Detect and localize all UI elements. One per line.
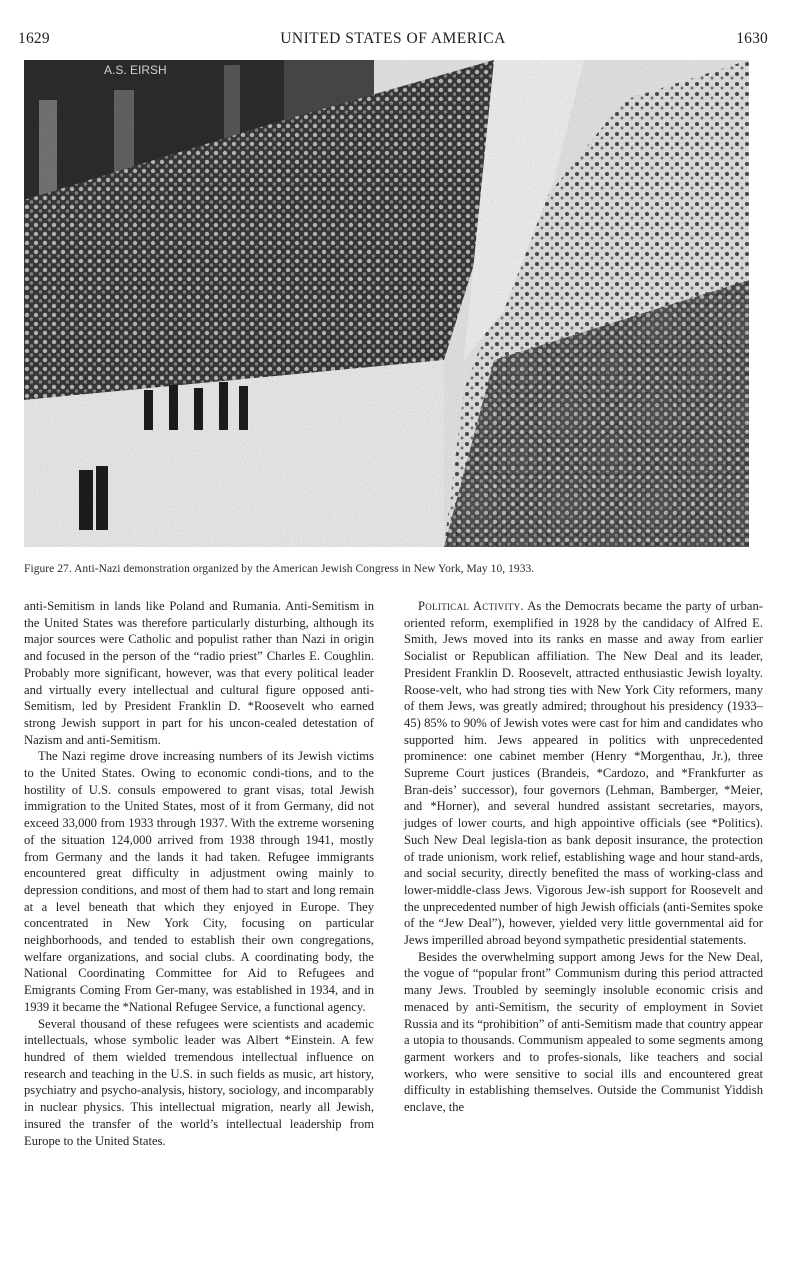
paragraph: Besides the overwhelming support among Jews for the New Deal, the vogue of “popular front” Communism during this period attracted many Jews. Troubled by seemingly insoluble economic crisis and menaced by anti-Semitism, the security of employment in Soviet Russia and its “prohibition” of anti-Semitism made that country appear a utopia to thousands. Communism appealed to some segments among garment workers and to profes-sionals, like teachers and social workers, who were sensitive to social ills and encountered great difficulty in establishing themselves. Outside the Communist Yiddish enclave, the — [404, 949, 763, 1115]
paragraph — [404, 598, 763, 949]
page-title: UNITED STATES OF AMERICA — [280, 30, 506, 47]
figure-caption: Figure 27. Anti-Nazi demonstration organized by the American Jewish Congress in New York, May 10, 1933. — [24, 563, 535, 575]
page-number-right: 1630 — [736, 30, 768, 47]
storefront-sign: A.S. EIRSH — [104, 63, 167, 77]
running-head — [18, 30, 768, 52]
paragraph-text: As the Democrats became the party of urban-oriented reform, exemplified in 1928 by the candidacy of Alfred E. Smith, Jews moved into its ranks en masse and away from earlier Socialist or Republican affiliation. The New Deal and its leader, President Franklin D. Roosevelt, attracted enthusiastic Jewish loyalty. Roose-velt, who had strong ties with New York City reformers, many of them Jews, was greatly admired; throughout his presidency (1933–45) 85% to 90% of Jewish votes were cast for him and candidates who supported him. Jews appeared in politics with unprecedented prominence: one cabinet member (Henry *Morgenthau, Jr.), three Supreme Court justices (Brandeis, *Cardozo, and *Frankfurter as Bran-deis’ successor), four governors (Lehman, Bamberger, *Meier, and *Horner), and several hundred assistant secretaries, mayors, judges of lower courts, and high appointive officials (see *Politics). Such New Deal legisla-tion as bank deposit insurance, the protection of trade unionism, work relief, establishing wage and hour stand-ards, and social security, directly benefited the mass of working-class and lower-middle-class Jews. Vigorous Jew-ish support for Roosevelt and the unprecedented number of high Jewish officials (anti-Semites spoke of the “Jew Deal”), however, yielded very little governmental aid for Jews imperilled abroad beyond sympathetic presidential statements. — [404, 599, 763, 948]
paragraph: anti-Semitism in lands like Poland and Rumania. Anti-Semitism in the United States was therefore particularly disturbing, although its major sources were Catholic and populist rather than Nazi in origin and focused in the person of the “radio priest” Charles E. Coughlin. Probably more significant, however, was that every political leader and virtually every intellectual and cultural figure opposed anti-Semitism, led by President Franklin D. *Roosevelt who earned strong Jewish support in part for his uncon-cealed detestation of Nazism and anti-Semitism. — [24, 599, 374, 747]
right-column — [404, 598, 763, 1116]
left-column — [24, 598, 374, 1149]
paragraph: Several thousand of these refugees were scientists and academic intellectuals, whose symbolic leader was Albert *Einstein. A few hundred of them wielded tremendous intellectual influence on research and teaching in the U.S. in such fields as music, art history, psychiatry and psycho-analysis, history, sociology, and incomparably in nuclear physics. This intellectual migration, nearly all Jewish, insured the transfer of the world’s intellectual leadership from Europe to the United States. — [24, 1016, 374, 1148]
paragraph: The Nazi regime drove increasing numbers of its Jewish victims to the United States. Owing to economic condi-tions, and to the hostility of U.S. consuls empowered to grant visas, total Jewish immigration to the United States, most of it from Germany, did not exceed 33,000 from 1933 through 1937. With the extreme worsening of the situation 124,000 arrived from 1938 through 1941, mostly from Germany and the lands it had taken. Refugee immigrants encountered great difficulty in adjustment owing mainly to depression conditions, and most of them had to start and long remain at a level beneath that which they enjoyed in Europe. They concentrated in New York City, focusing on particular neighborhoods, and tended to establish their own congregations, welfare organizations, and social clubs. A coordinating body, the National Coordinating Committee for Aid to Refugees and Emigrants Coming From Ger-many, was established in 1934, and in 1939 it became the *National Refugee Service, a functional agency. — [24, 749, 374, 1014]
section-heading-political-activity: Political Activity. — [418, 599, 524, 613]
page-number-left: 1629 — [18, 30, 50, 47]
crowd-photo-illustration — [24, 60, 749, 547]
figure-photo — [24, 60, 749, 547]
